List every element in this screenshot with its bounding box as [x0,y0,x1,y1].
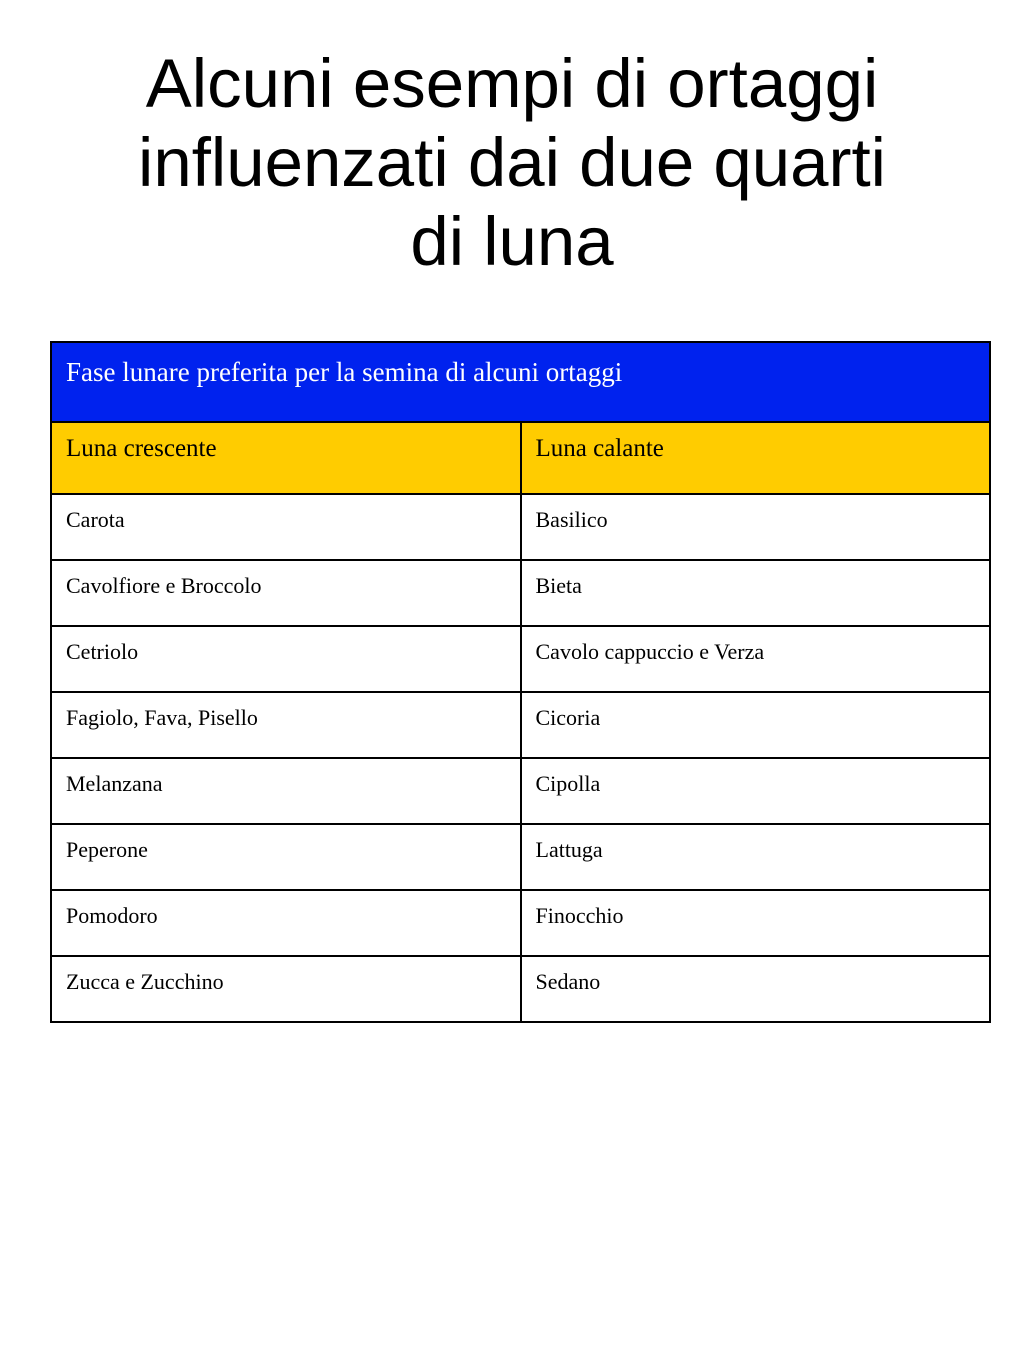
waning-moon-cell: Cicoria [521,692,991,758]
vegetable-moon-phase-table [50,341,991,1023]
table-row [51,560,990,626]
waxing-moon-cell: Peperone [51,824,521,890]
table-row [51,824,990,890]
title-line: Alcuni esempi di ortaggi [145,45,879,122]
table-caption: Fase lunare preferita per la semina di alcuni ortaggi [51,342,990,422]
table-row [51,692,990,758]
table-row [51,890,990,956]
waning-moon-cell: Cavolo cappuccio e Verza [521,626,991,692]
waxing-moon-cell: Fagiolo, Fava, Pisello [51,692,521,758]
waxing-moon-cell: Pomodoro [51,890,521,956]
title-line: di luna [410,203,614,280]
waxing-moon-cell: Zucca e Zucchino [51,956,521,1022]
header-waning-moon: Luna calante [521,422,991,494]
title-line: influenzati dai due quarti [137,124,887,201]
waning-moon-cell: Finocchio [521,890,991,956]
waning-moon-cell: Cipolla [521,758,991,824]
table-row [51,494,990,560]
waning-moon-cell: Basilico [521,494,991,560]
waxing-moon-cell: Cetriolo [51,626,521,692]
slide-title [40,44,984,281]
waning-moon-cell: Bieta [521,560,991,626]
waxing-moon-cell: Cavolfiore e Broccolo [51,560,521,626]
waning-moon-cell: Sedano [521,956,991,1022]
waxing-moon-cell: Melanzana [51,758,521,824]
table-row [51,626,990,692]
header-waxing-moon: Luna crescente [51,422,521,494]
waning-moon-cell: Lattuga [521,824,991,890]
table-row [51,758,990,824]
waxing-moon-cell: Carota [51,494,521,560]
table-header-row [51,422,990,494]
table-row [51,956,990,1022]
table-caption-row [51,342,990,422]
